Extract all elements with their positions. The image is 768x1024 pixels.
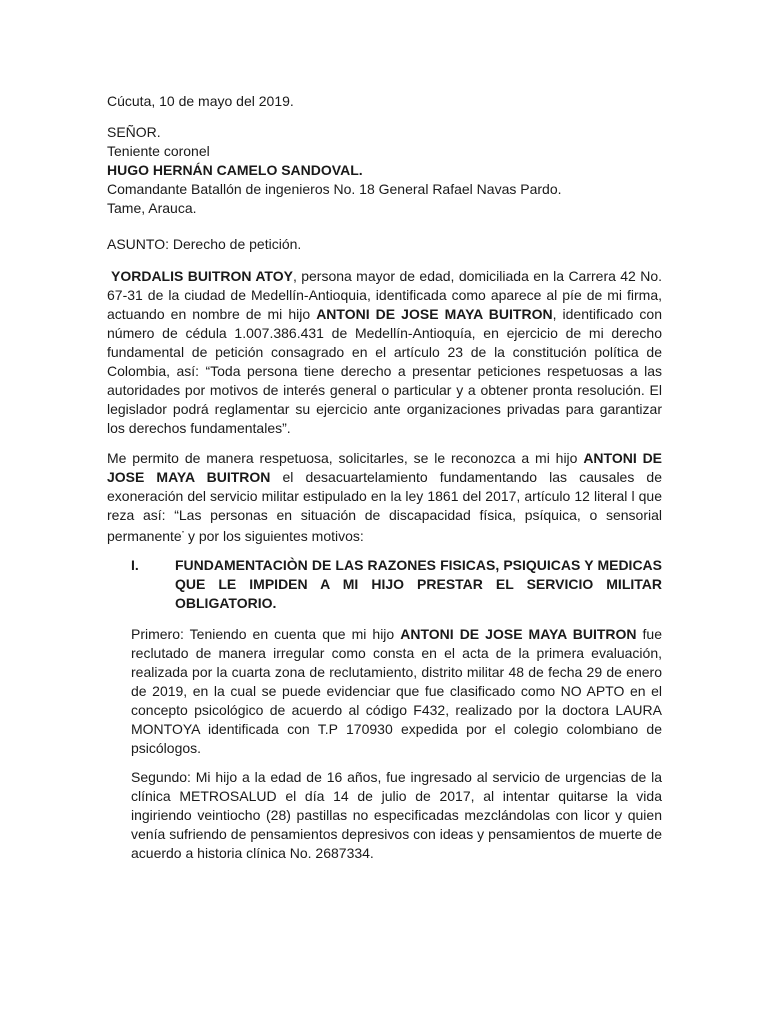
intro-text-1: , persona mayor de edad, domiciliada en la Carrera 42 No. 67-31 de la ciudad de Medellín-Antioquia, identificada como aparece al píe de mi firma, actuando en nombre de mi hijo [107,268,663,322]
son-name: ANTONI DE JOSE MAYA BUITRON [107,450,663,485]
request-text-2: el desacuartelamiento fundamentando las causales de exoneración del servicio militar estipulado en la ley 1861 del 2017, artículo 12 literal l que reza así: “Las personas en situación de discapacidad física, psíquica, o sensorial permanente [107,469,662,544]
first-text-1: Primero: Teniendo en cuenta que mi hijo [131,626,401,642]
first-paragraph [131,625,662,758]
son-name: ANTONI DE JOSE MAYA BUITRON [316,306,553,322]
request-text-1: Me permito de manera respetuosa, solicitarles, se le reconozca a mi hijo [107,450,584,466]
subject-line: ASUNTO: Derecho de petición. [107,236,302,252]
request-text-3: y por los siguientes motivos: [184,528,364,544]
recipient-position: Comandante Batallón de ingenieros No. 18 General Rafael Navas Pardo. [107,181,562,197]
recipient-salutation: SEÑOR. [107,124,161,140]
quote-mark: ” [181,531,185,538]
section-heading: FUNDAMENTACIÒN DE LAS RAZONES FISICAS, PSIQUICAS Y MEDICAS QUE LE IMPIDEN A MI HIJO PRESTAR EL SERVICIO MILITAR OBLIGATORIO. [175,557,662,611]
recipient-rank: Teniente coronel [107,143,210,159]
recipient-location: Tame, Arauca. [107,200,197,216]
second-paragraph: Segundo: Mi hijo a la edad de 16 años, fue ingresado al servicio de urgencias de la clínica METROSALUD el día 14 de julio de 2017, al intentar quitarse la vida ingiriendo veintiocho (28) pastillas no especificadas mezclándolas con licor y quien venía sufriendo de pensamientos depresivos con ideas y pensamientos de muerte de acuerdo a historia clínica No. 2687334. [131,769,662,861]
recipient-name: HUGO HERNÁN CAMELO SANDOVAL. [107,162,363,178]
section-number: I. [131,557,139,573]
intro-text-2: , identificado con número de cédula 1.007.386.431 de Medellín-Antioquía, en ejercicio de mi derecho fundamental de petición consagrado en el artículo 23 de la constitución política de Colombia, así: “Toda persona tiene derecho a presentar peticiones respetuosas a las autoridades por motivos de interés general o particular y a obtener pronta resolución. El legislador podrá reglamentar su ejercicio ante organizaciones privadas para garantizar los derechos fundamentales”. [107,306,663,436]
intro-paragraph [107,267,662,438]
place-date: Cúcuta, 10 de mayo del 2019. [107,93,294,109]
request-paragraph [107,449,662,546]
first-text-2: fue reclutado de manera irregular como consta en el acta de la primera evaluación, realizada por la cuarta zona de reclutamiento, distrito militar 48 de fecha 29 de enero de 2019, en la cual se puede evidenciar que fue clasificado como NO APTO en el concepto psicológico de acuerdo al código F432, realizado por la doctora LAURA MONTOYA identificada con T.P 170930 expedida por el colegio colombiano de psicólogos. [131,626,662,756]
son-name: ANTONI DE JOSE MAYA BUITRON [400,626,637,642]
petitioner-name: YORDALIS BUITRON ATOY [111,268,293,284]
